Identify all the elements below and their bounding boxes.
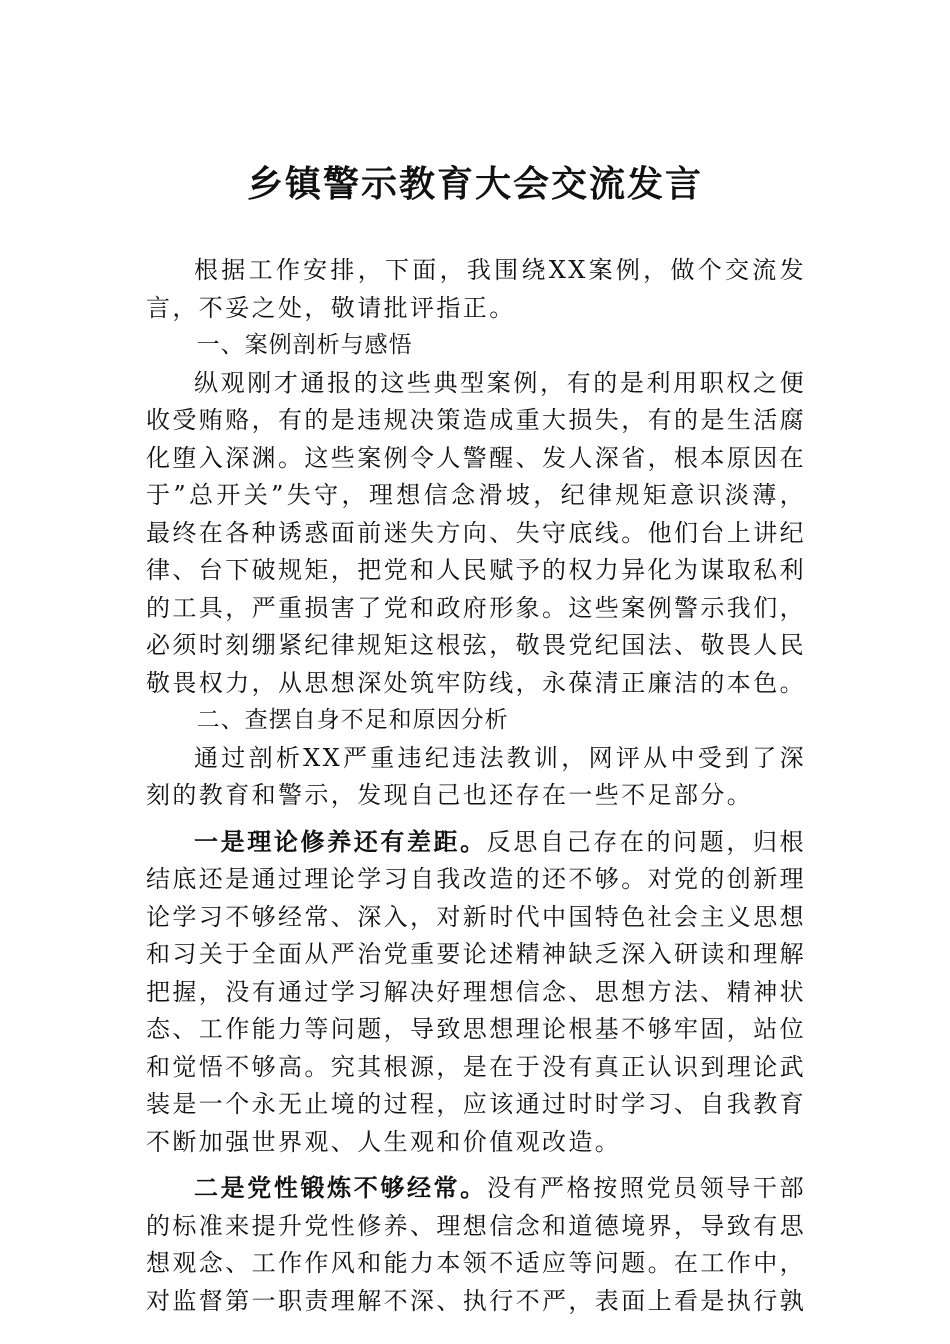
point-1-body: 反思自己存在的问题，归根结底还是通过理论学习自我改造的还不够。对党的创新理论学习不够经常、深入，对新时代中国特色社会主义思想和习关于全面从严治党重要论述精神缺乏深入研读和理解把握，没有通过学习解决好理想信念、思想方法、精神状态、工作能力等问题，导致思想理论根基不够牢固，站位和觉悟不够高。究其根源，是在于没有真正认识到理论武装是一个永无止境的过程，应该通过时时学习、自我教育不断加强世界观、人生观和价值观改造。: [146, 827, 806, 1156]
point-1-paragraph: [146, 823, 806, 1162]
point-2-lead: 二是党性锻炼不够经常。: [194, 1173, 487, 1202]
document-title: 乡镇警示教育大会交流发言: [246, 163, 703, 205]
document-body: [146, 252, 806, 1320]
intro-paragraph: 根据工作安排，下面，我围绕XX案例，做个交流发言，不妥之处，敬请批评指正。: [146, 256, 806, 322]
section-heading-2: 二、查摆自身不足和原因分析: [196, 707, 509, 733]
section-1-paragraph: 纵观刚才通报的这些典型案例，有的是利用职权之便收受贿赂，有的是违规决策造成重大损失，有的是生活腐化堕入深渊。这些案例令人警醒、发人深省，根本原因在于”总开关”失守，理想信念滑坡，纪律规矩意识淡薄，最终在各种诱惑面前迷失方向、失守底线。他们台上讲纪律、台下破规矩，把党和人民赋予的权力异化为谋取私利的工具，严重损害了党和政府形象。这些案例警示我们，必须时刻绷紧纪律规矩这根弦，敬畏党纪国法、敬畏人民敬畏权力，从思想深处筑牢防线，永葆清正廉洁的本色。: [146, 368, 806, 697]
section-2-intro-paragraph: 通过剖析XX严重违纪违法教训，网评从中受到了深刻的教育和警示，发现自己也还存在一些不足部分。: [146, 743, 806, 809]
point-2-paragraph: [146, 1169, 806, 1320]
point-1-lead: 一是理论修养还有差距。: [194, 826, 487, 856]
section-heading-1: 一、案例剖析与感悟: [196, 332, 413, 358]
point-2-body: 没有严格按照党员领导干部的标准来提升党性修养、理想信念和道德境界，导致有思想观念、工作作风和能力本领不适应等问题。在工作中，对监督第一职责理解不深、执行不严，表面上看是执行孰: [146, 1174, 806, 1315]
